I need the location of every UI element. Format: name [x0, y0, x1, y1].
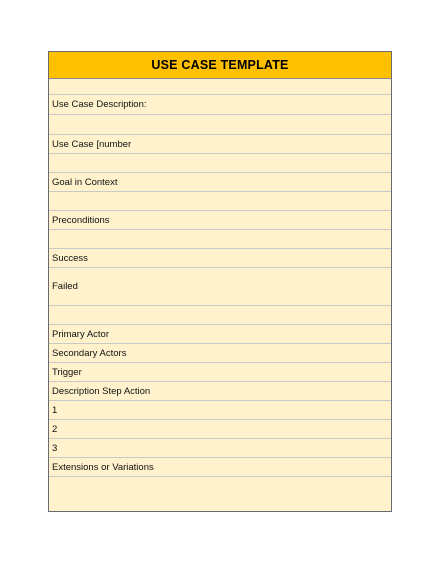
- table-row-extensions-or-variations: Extensions or Variations: [49, 458, 391, 477]
- table-row-blank: [49, 154, 391, 173]
- table-row-blank: [49, 477, 391, 511]
- table-title: USE CASE TEMPLATE: [49, 52, 391, 79]
- table-row-secondary-actors: Secondary Actors: [49, 344, 391, 363]
- table-row-description-step-action: Description Step Action: [49, 382, 391, 401]
- table-row-goal-in-context: Goal in Context: [49, 173, 391, 192]
- table-row-step-3: 3: [49, 439, 391, 458]
- table-row-success: Success: [49, 249, 391, 268]
- table-row-primary-actor: Primary Actor: [49, 325, 391, 344]
- table-row-preconditions: Preconditions: [49, 211, 391, 230]
- table-row-failed: Failed: [49, 268, 391, 306]
- table-row-blank: [49, 306, 391, 325]
- table-row-blank: [49, 115, 391, 135]
- use-case-table: [48, 51, 392, 512]
- table-row-blank: [49, 79, 391, 95]
- table-row-use-case-number: Use Case [number: [49, 135, 391, 154]
- table-row-blank: [49, 230, 391, 249]
- table-row-use-case-description: Use Case Description:: [49, 95, 391, 115]
- table-row-step-1: 1: [49, 401, 391, 420]
- table-row-blank: [49, 192, 391, 211]
- table-row-trigger: Trigger: [49, 363, 391, 382]
- table-row-step-2: 2: [49, 420, 391, 439]
